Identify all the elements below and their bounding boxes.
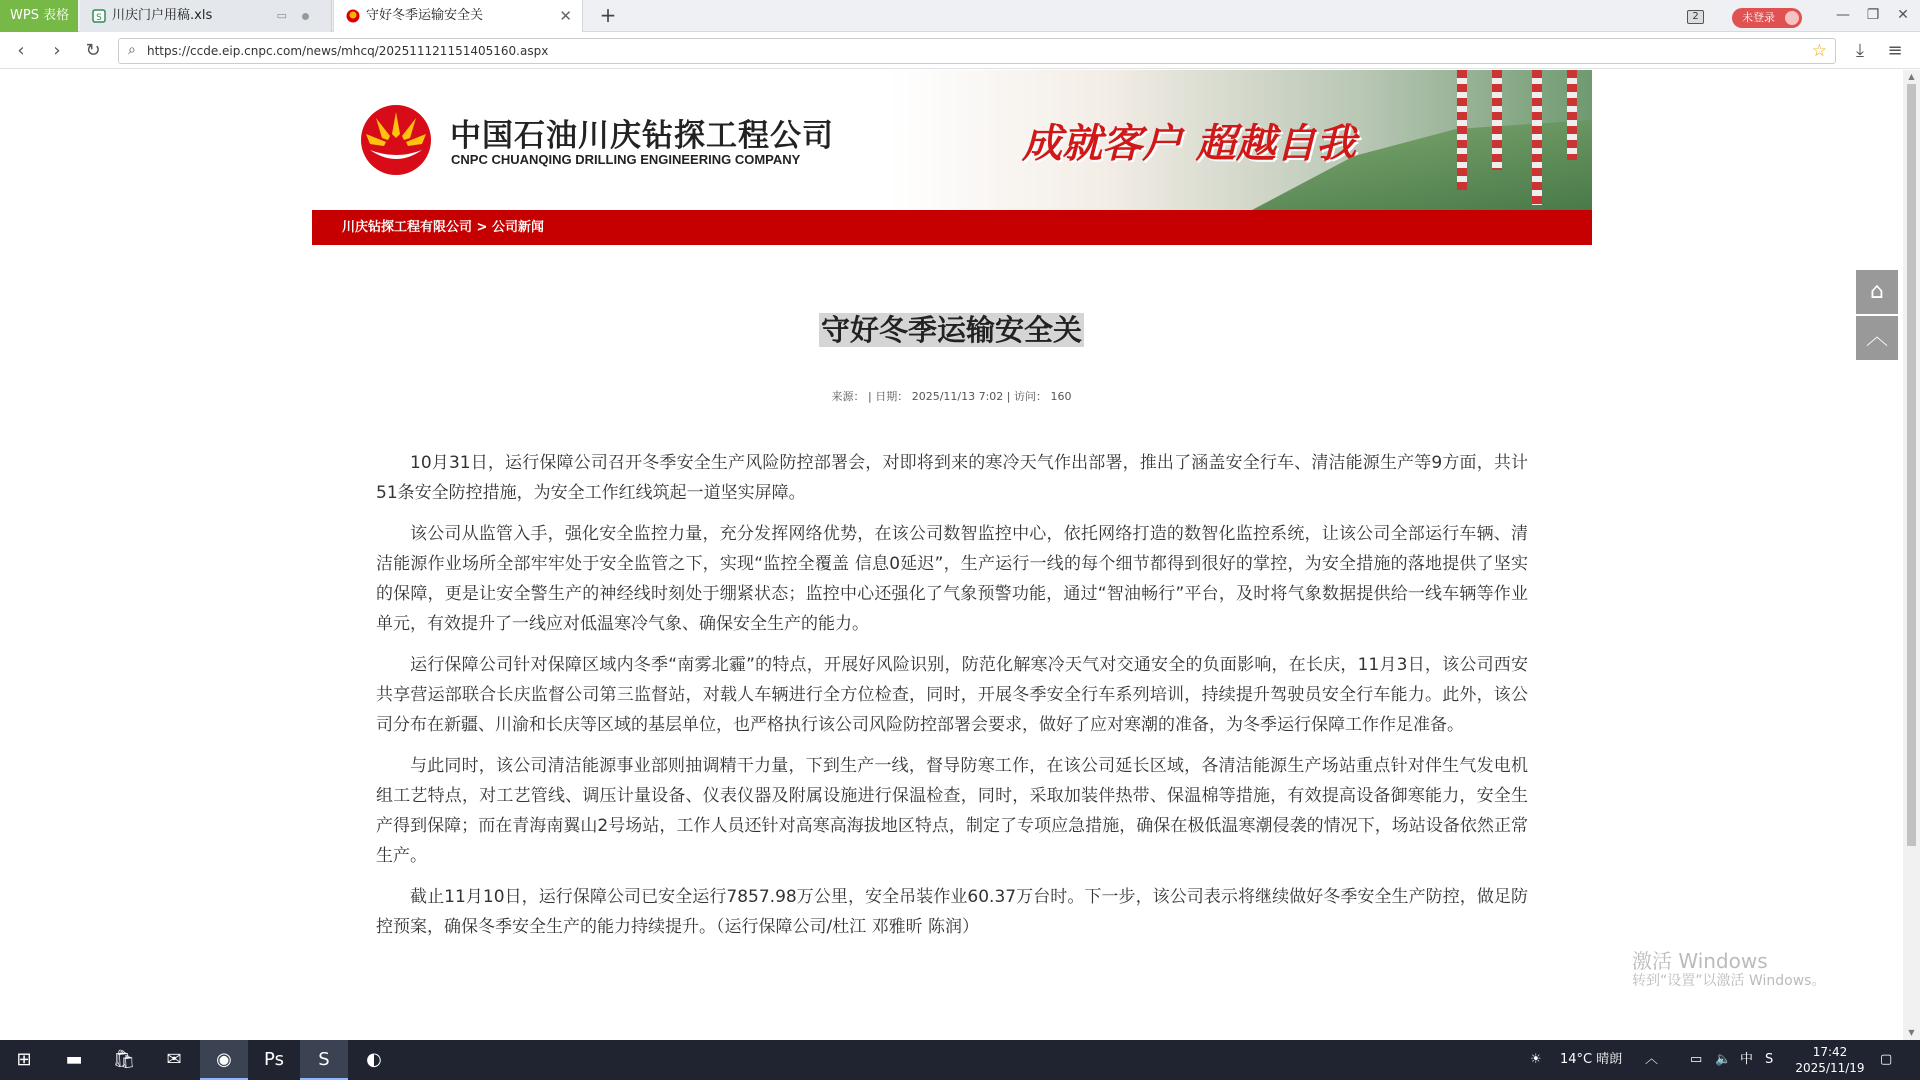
paragraph: 运行保障公司针对保障区域内冬季“南雾北霾”的特点，开展好风险识别，防范化解寒冷天气对交通安全的负面影响，在长庆，11月3日，该公司西安共享营运部联合长庆监督公司第三监督站，对载人车辆进行全方位检查，同时，开展冬季安全行车系列培训，持续提升驾驶员安全行车能力。此外，该公司分布在新疆、川渝和长庆等区域的基层单位，也严格执行该公司风险防控部署会要求，做好了应对寒潮的准备，为冬季运行保障工作作足准备。 — [376, 655, 1528, 735]
tab-xls-label: 川庆门户用稿.xls — [112, 8, 213, 23]
login-label: 未登录 — [1742, 11, 1775, 24]
scroll-down-icon[interactable]: ▼ — [1908, 1028, 1915, 1037]
tab-article-label: 守好冬季运输安全关 — [366, 8, 484, 23]
photoshop-icon[interactable]: Ps — [264, 1049, 284, 1070]
home-icon: ⌂ — [1870, 279, 1884, 304]
svg-text:S: S — [96, 13, 102, 23]
tab-count-badge[interactable]: 2 — [1687, 10, 1704, 24]
clock-time: 17:42 — [1812, 1045, 1848, 1059]
wps-app-badge[interactable]: WPS 表格 — [0, 0, 78, 32]
menu-icon[interactable]: ≡ — [1887, 40, 1903, 61]
volume-icon[interactable]: 🔈 — [1715, 1052, 1732, 1067]
clock-date: 2025/11/19 — [1795, 1061, 1865, 1075]
site-header — [312, 70, 1592, 210]
restore-icon[interactable]: ❐ — [1866, 7, 1880, 23]
scrollbar-thumb[interactable] — [1907, 84, 1916, 846]
wps-tray-icon[interactable]: S — [1765, 1052, 1774, 1067]
close-window-icon[interactable]: ✕ — [1897, 7, 1909, 23]
file-explorer-icon[interactable]: ▬ — [65, 1049, 83, 1070]
activation-watermark-title: 激活 Windows — [1632, 949, 1768, 973]
weather-text[interactable]: 14°C 晴朗 — [1560, 1052, 1623, 1067]
back-icon[interactable]: ‹ — [17, 40, 25, 61]
tab-xls[interactable] — [80, 0, 332, 32]
paragraph: 该公司从监管入手，强化安全监控力量，充分发挥网络优势，在该公司数智监控中心，依托网络打造的数智化监控系统，让该公司全部运行车辆、清洁能源作业场所全部牢牢处于安全监管之下，实现“监控全覆盖 信息0延迟”，生产运行一线的每个细节都得到很好的掌控，为安全措施的落地提供了坚实的保障，更是让安全警生产的神经线时刻处于绷紧状态；监控中心还强化了气象预警功能，通过“智油畅行”平台，及时将气象数据提供给一线车辆等作业单元，有效提升了一线应对低温寒冷气象、确保安全生产的能力。 — [376, 524, 1528, 634]
avatar-icon — [1785, 11, 1799, 25]
search-icon: ⌕ — [128, 42, 136, 58]
windows-taskbar — [0, 1040, 1920, 1080]
home-float-button[interactable] — [1856, 270, 1898, 314]
article-meta-text: 来源： | 日期： 2025/11/13 7:02 | 访问： 160 — [831, 390, 1072, 403]
reload-icon[interactable]: ↻ — [85, 40, 101, 61]
bookmark-star-icon[interactable]: ☆ — [1811, 41, 1827, 61]
clock[interactable] — [1790, 1044, 1870, 1076]
derrick-image — [1457, 70, 1467, 190]
tab-screen-icon[interactable]: ▭ — [276, 9, 287, 22]
company-name-cn: 中国石油川庆钻探工程公司 — [450, 118, 834, 154]
article-meta — [0, 388, 1903, 404]
company-name-en: CNPC CHUANQING DRILLING ENGINEERING COMPANY — [451, 152, 801, 167]
weather-icon[interactable]: ☀ — [1530, 1052, 1542, 1067]
paragraph: 截止11月10日，运行保障公司已安全运行7857.98万公里，安全吊装作业60.37万台时。下一步，该公司表示将继续做好冬季安全生产防控，做足防控预案，确保冬季安全生产的能力持续提升。（运行保障公司/杜江 邓雅昕 陈润） — [376, 887, 1528, 937]
spreadsheet-icon — [92, 9, 106, 23]
vertical-scrollbar[interactable] — [1903, 70, 1920, 1040]
browser-tab-bar — [0, 0, 1920, 32]
tab-article[interactable] — [333, 0, 583, 32]
breadcrumb-text[interactable]: 川庆钻探工程有限公司 > 公司新闻 — [342, 220, 544, 235]
new-tab-button[interactable]: + — [599, 3, 617, 27]
mail-icon[interactable]: ✉ — [166, 1049, 182, 1070]
derrick-image — [1532, 70, 1542, 205]
ime-indicator[interactable]: 中 — [1740, 1052, 1754, 1067]
network-icon[interactable]: ▭ — [1690, 1052, 1703, 1067]
slogan: 成就客户 超越自我 — [1022, 120, 1356, 167]
cnpc-app-icon[interactable]: ◉ — [200, 1040, 248, 1080]
login-button[interactable] — [1732, 8, 1802, 28]
tab-unsaved-dot — [302, 13, 309, 20]
paragraph: 10月31日，运行保障公司召开冬季安全生产风险防控部署会，对即将到来的寒冷天气作出部署，推出了涵盖安全行车、清洁能源生产等9方面，共计51条安全防控措施，为安全工作红线筑起一道坚实屏障。 — [376, 453, 1528, 503]
breadcrumb — [312, 210, 1592, 245]
wps-sheet-icon[interactable]: S — [300, 1040, 348, 1080]
scroll-up-icon[interactable]: ▲ — [1908, 72, 1915, 81]
close-tab-icon[interactable]: ✕ — [559, 7, 572, 25]
derrick-image — [1567, 70, 1577, 160]
paragraph: 与此同时，该公司清洁能源事业部则抽调精干力量，下到生产一线，督导防寒工作，在该公司延长区域，各清洁能源生产场站重点针对伴生气发电机组工艺特点，对工艺管线、调压计量设备、仪表仪器及附属设施进行保温检查，同时，采取加装伴热带、保温棉等措施，有效提高设备御寒能力，安全生产得到保障；而在青海南翼山2号场站，工作人员还针对高寒高海拔地区特点，制定了专项应急措施，确保在极低温寒潮侵袭的情况下，场站设备依然正常生产。 — [376, 756, 1528, 866]
minimize-icon[interactable]: — — [1836, 7, 1850, 23]
store-icon[interactable]: 🛍 — [112, 1049, 136, 1070]
derrick-image — [1492, 70, 1502, 170]
article-body — [376, 448, 1528, 953]
article-title: 守好冬季运输安全关 — [820, 313, 1082, 347]
back-to-top-button[interactable] — [1856, 316, 1898, 360]
url-text[interactable]: https://ccde.eip.cnpc.com/news/mhcq/20251112115140516​0.aspx — [147, 44, 549, 58]
browser-nav-bar — [0, 33, 1920, 69]
tray-expand-icon[interactable]: ︿ — [1645, 1052, 1659, 1067]
cnpc-logo-icon — [360, 104, 432, 176]
chevron-up-icon: ︿ — [1865, 325, 1888, 350]
activation-watermark-hint: 转到“设置”以激活 Windows。 — [1632, 973, 1826, 989]
download-icon[interactable]: ⤓ — [1856, 40, 1864, 61]
cnpc-favicon-icon — [346, 9, 360, 23]
article-title-wrap — [0, 308, 1903, 349]
edge-browser-icon[interactable]: ◐ — [366, 1049, 382, 1070]
start-windows-icon[interactable]: ⊞ — [16, 1049, 32, 1070]
web-page — [0, 70, 1903, 1040]
forward-icon[interactable]: › — [53, 40, 61, 61]
address-bar[interactable] — [118, 38, 1836, 64]
notification-icon[interactable]: ▢ — [1880, 1052, 1893, 1067]
